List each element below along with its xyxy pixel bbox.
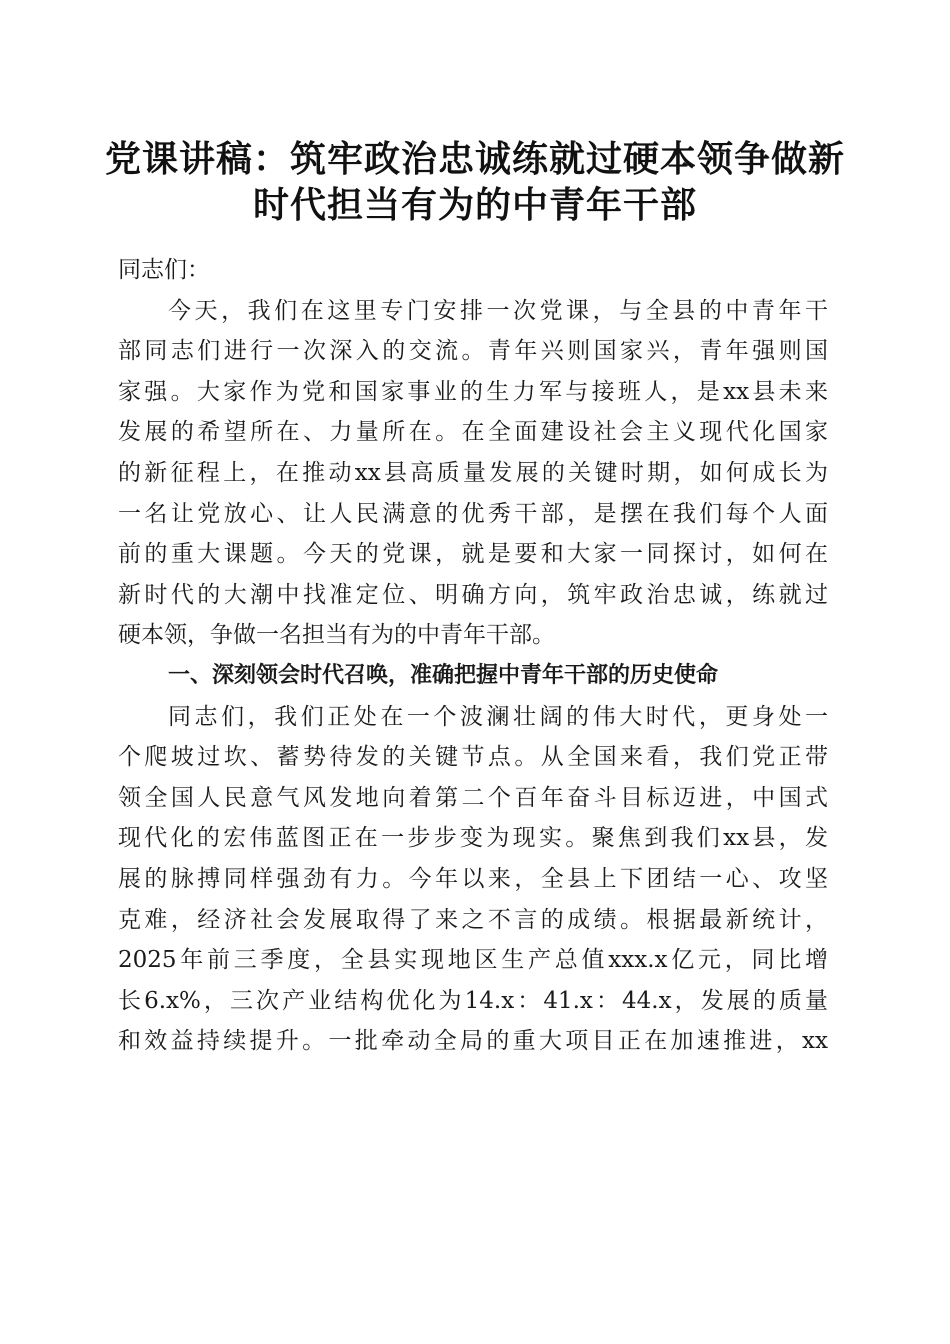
paragraph-line: 部同志们进行一次深入的交流。青年兴则国家兴，青年强则国 xyxy=(118,338,828,365)
section-heading: 一、深刻领会时代召唤，准确把握中青年干部的历史使命 xyxy=(168,662,719,688)
paragraph-line: 的新征程上，在推动xx县高质量发展的关键时期，如何成长为 xyxy=(118,459,828,486)
document-title xyxy=(100,136,850,228)
paragraph-line: 2025年前三季度，全县实现地区生产总值xxx.x亿元，同比增 xyxy=(118,947,828,974)
paragraph-section-1 xyxy=(118,697,828,1062)
paragraph-line: 今天，我们在这里专门安排一次党课，与全县的中青年干 xyxy=(168,297,828,324)
title-line-2: 时代担当有为的中青年干部 xyxy=(252,184,697,226)
paragraph-line: 发展的希望所在、力量所在。在全面建设社会主义现代化国家 xyxy=(118,419,828,446)
paragraph-line: 一名让党放心、让人民满意的优秀干部，是摆在我们每个人面 xyxy=(118,500,828,527)
paragraph-line: 现代化的宏伟蓝图正在一步步变为现实。聚焦到我们xx县，发 xyxy=(118,825,828,852)
paragraph-line: 和效益持续提升。一批牵动全局的重大项目正在加速推进，xx xyxy=(118,1028,828,1055)
paragraph-line: 家强。大家作为党和国家事业的生力军与接班人，是xx县未来 xyxy=(118,378,828,405)
paragraph-line: 个爬坡过坎、蓄势待发的关键节点。从全国来看，我们党正带 xyxy=(118,744,828,771)
paragraph-intro xyxy=(118,291,828,656)
document-body xyxy=(118,250,828,1062)
paragraph-line: 同志们，我们正处在一个波澜壮阔的伟大时代，更身处一 xyxy=(168,703,828,730)
title-line-1: 党课讲稿：筑牢政治忠诚练就过硬本领争做新 xyxy=(104,138,845,180)
paragraph-line: 克难，经济社会发展取得了来之不言的成绩。根据最新统计， xyxy=(118,906,828,933)
paragraph-line: 长6.x%，三次产业结构优化为14.x：41.x：44.x，发展的质量 xyxy=(118,987,828,1014)
greeting: 同志们： xyxy=(118,257,210,283)
paragraph-line: 新时代的大潮中找准定位、明确方向，筑牢政治忠诚，练就过 xyxy=(118,581,828,608)
paragraph-line: 展的脉搏同样强劲有力。今年以来，全县上下团结一心、攻坚 xyxy=(118,865,828,892)
paragraph-line: 前的重大课题。今天的党课，就是要和大家一同探讨，如何在 xyxy=(118,541,828,568)
paragraph-line: 硬本领，争做一名担当有为的中青年干部。 xyxy=(118,622,555,649)
paragraph-line: 领全国人民意气风发地向着第二个百年奋斗目标迈进，中国式 xyxy=(118,784,828,811)
